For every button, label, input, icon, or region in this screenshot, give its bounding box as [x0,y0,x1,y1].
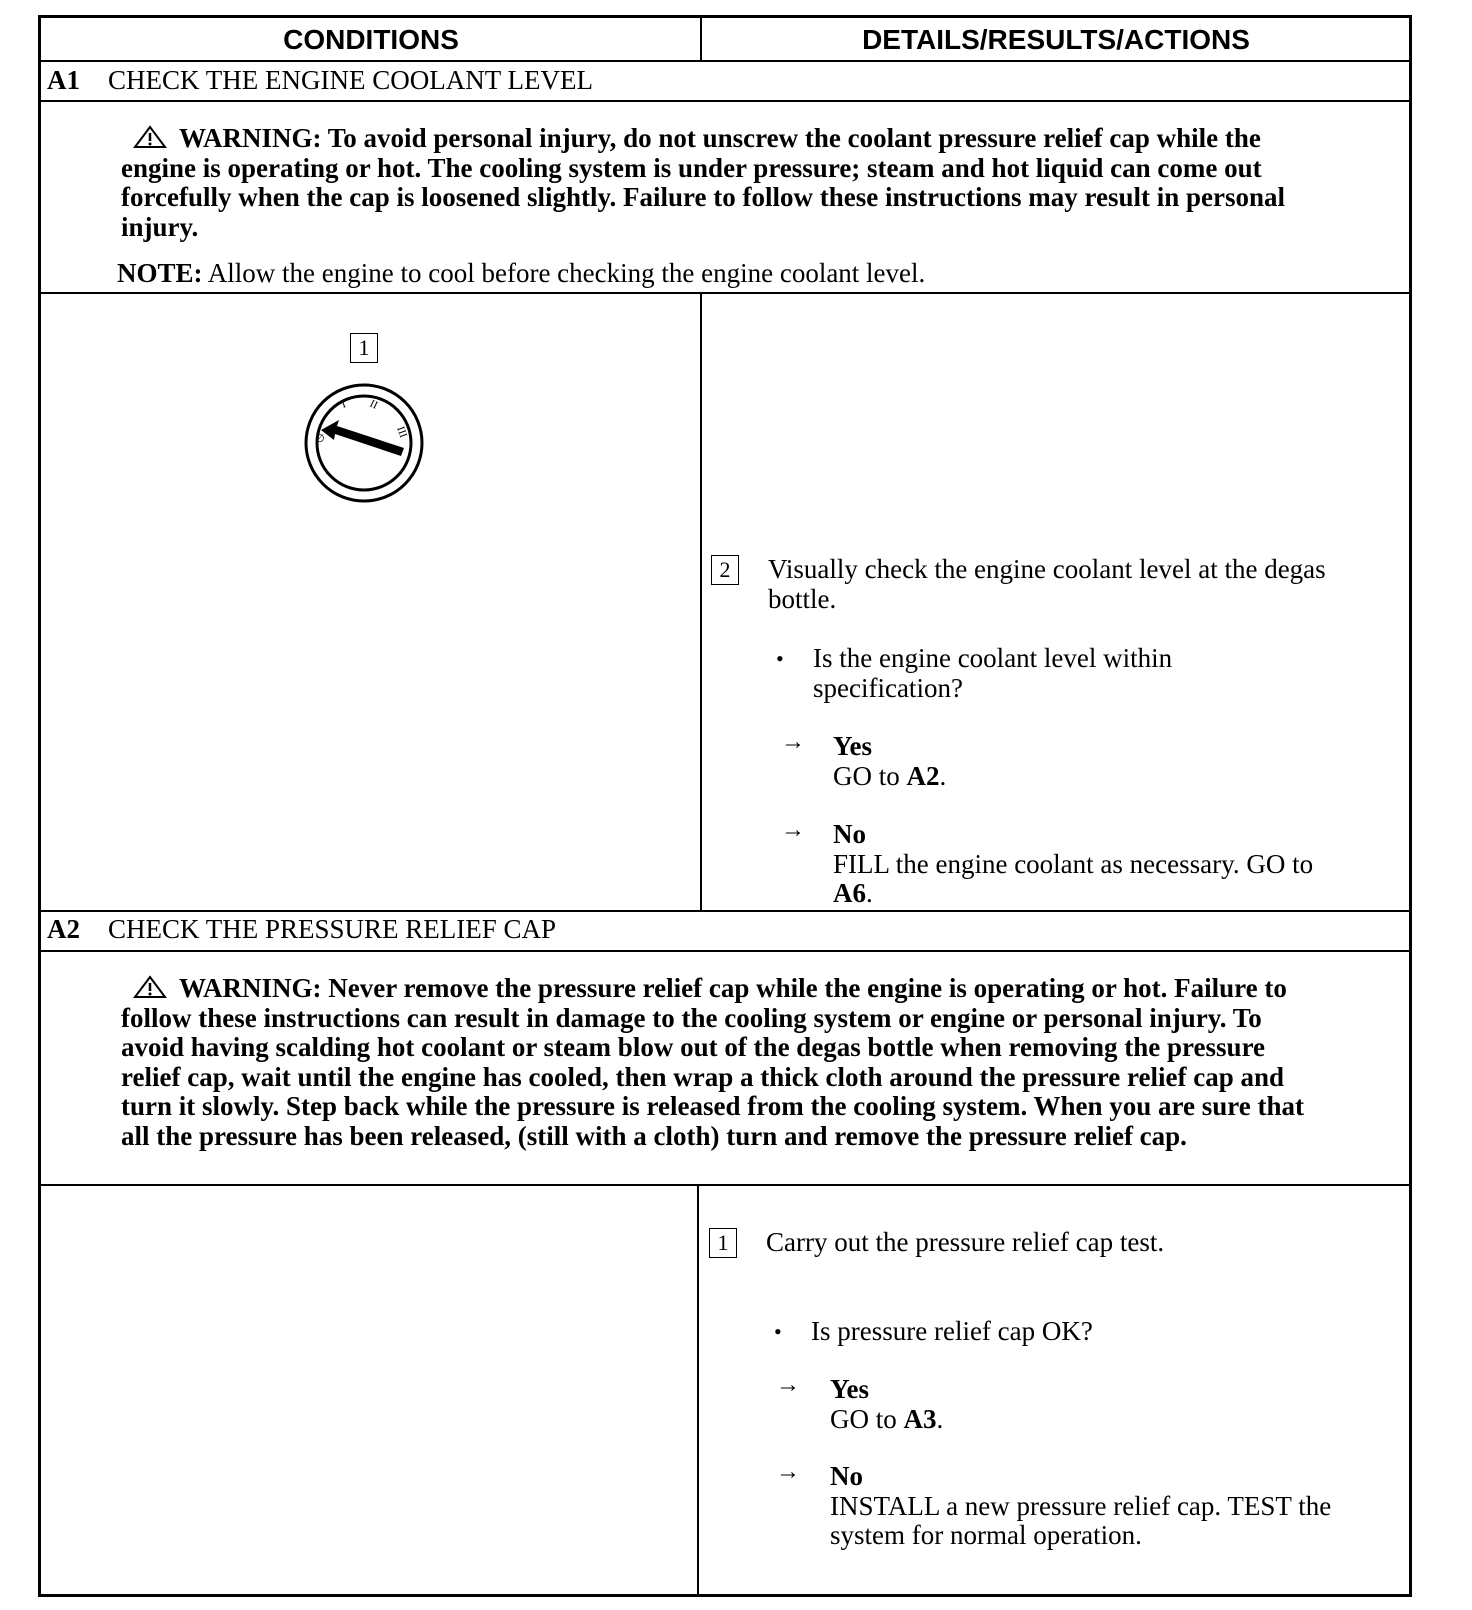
no-action: INSTALL a new pressure relief cap. TEST the system for normal operation. [830,1490,1332,1550]
yes-target: A3 [903,1403,937,1434]
bullet: • [776,646,784,671]
no-target: A6 [833,878,866,908]
figure-callout-1: 1 [350,333,378,363]
step-a2-warning [121,974,1321,1151]
step-a1-title: CHECK THE ENGINE COOLANT LEVEL [108,65,593,95]
divider [41,950,1409,952]
step-a2-callout-1: 1 [709,1228,737,1258]
svg-text:II: II [367,397,380,412]
warning-text: To avoid personal injury, do not unscrew the coolant pressure relief cap while the engine is operating or hot. The cooling system is under pressure; steam and hot liquid can come out forcefully when the cap is loosened slightly. Failure to follow these instructions may result in personal injury. [121,123,1286,242]
step-a1-question: Is the engine coolant level within specification? [813,643,1173,703]
arrow-icon: → [781,729,805,755]
note-label: NOTE: [117,258,203,288]
step-a1-yes: Yes GO to A2. [833,731,947,791]
arrow-icon: → [781,817,805,843]
step-a1-warning [121,124,1321,242]
yes-label: Yes [833,731,872,761]
svg-text:∅: ∅ [315,433,325,445]
divider [697,1184,699,1594]
yes-action: GO to [833,760,900,791]
no-label: No [833,819,866,849]
step-a2-title-row [47,914,1407,945]
step-a1-callout-2: 2 [711,555,739,585]
step-a1-no: No FILL the engine coolant as necessary. GO to A6. [833,819,1314,908]
arrow-icon: → [776,1459,800,1485]
bullet: • [774,1319,782,1344]
divider [41,100,1409,102]
coolant-cap-figure [299,378,429,508]
divider [41,292,1409,294]
divider [700,292,702,910]
step-a2-no [830,1462,1350,1551]
yes-target: A2 [906,760,940,791]
details-header: DETAILS/RESULTS/ACTIONS [862,24,1250,55]
step-a2-title: CHECK THE PRESSURE RELIEF CAP [108,914,557,944]
no-label: No [830,1461,863,1491]
divider [41,910,1409,912]
step-a2-yes: Yes GO to A3. [830,1374,944,1434]
no-action: FILL the engine coolant as necessary. GO to [833,848,1314,879]
step-a1-note [117,258,1367,289]
note-text: Allow the engine to cool before checking the engine coolant level. [207,258,926,288]
warning-label: WARNING: [179,123,322,153]
step-a1-instruction: Visually check the engine coolant level at the degas bottle. [768,554,1326,614]
warning-text: Never remove the pressure relief cap while the engine is operating or hot. Failure to follow these instructions can result in damage to the cooling system or engine or personal injury. To avoid having scalding hot coolant or steam blow out of the degas bottle when removing the pressure relief cap, wait until the engine has cooled, then wrap a thick cloth around the pressure relief cap and turn it slowly. Step back while the pressure is released from the cooling system. When you are sure that all the pressure has been released, (still with a cloth) turn and remove the pressure relief cap. [121,973,1305,1151]
divider [700,18,702,60]
arrow-icon: → [776,1372,800,1398]
step-a2-question: Is pressure relief cap OK? [811,1316,1093,1346]
warning-label: WARNING: [179,973,322,1003]
warning-triangle-icon [133,975,167,999]
yes-label: Yes [830,1374,869,1404]
step-a2-instruction: Carry out the pressure relief cap test. [766,1227,1165,1257]
step-a2-id: A2 [47,914,80,944]
svg-text:III: III [394,424,410,440]
warning-triangle-icon [133,125,167,149]
yes-action: GO to [830,1403,897,1434]
step-a1-title-row [47,65,1407,96]
svg-text:I: I [339,398,348,411]
conditions-header: CONDITIONS [283,24,459,55]
divider [41,60,1409,62]
diagnostic-table [38,15,1412,1597]
step-a1-id: A1 [47,65,80,95]
divider [41,1184,1409,1186]
